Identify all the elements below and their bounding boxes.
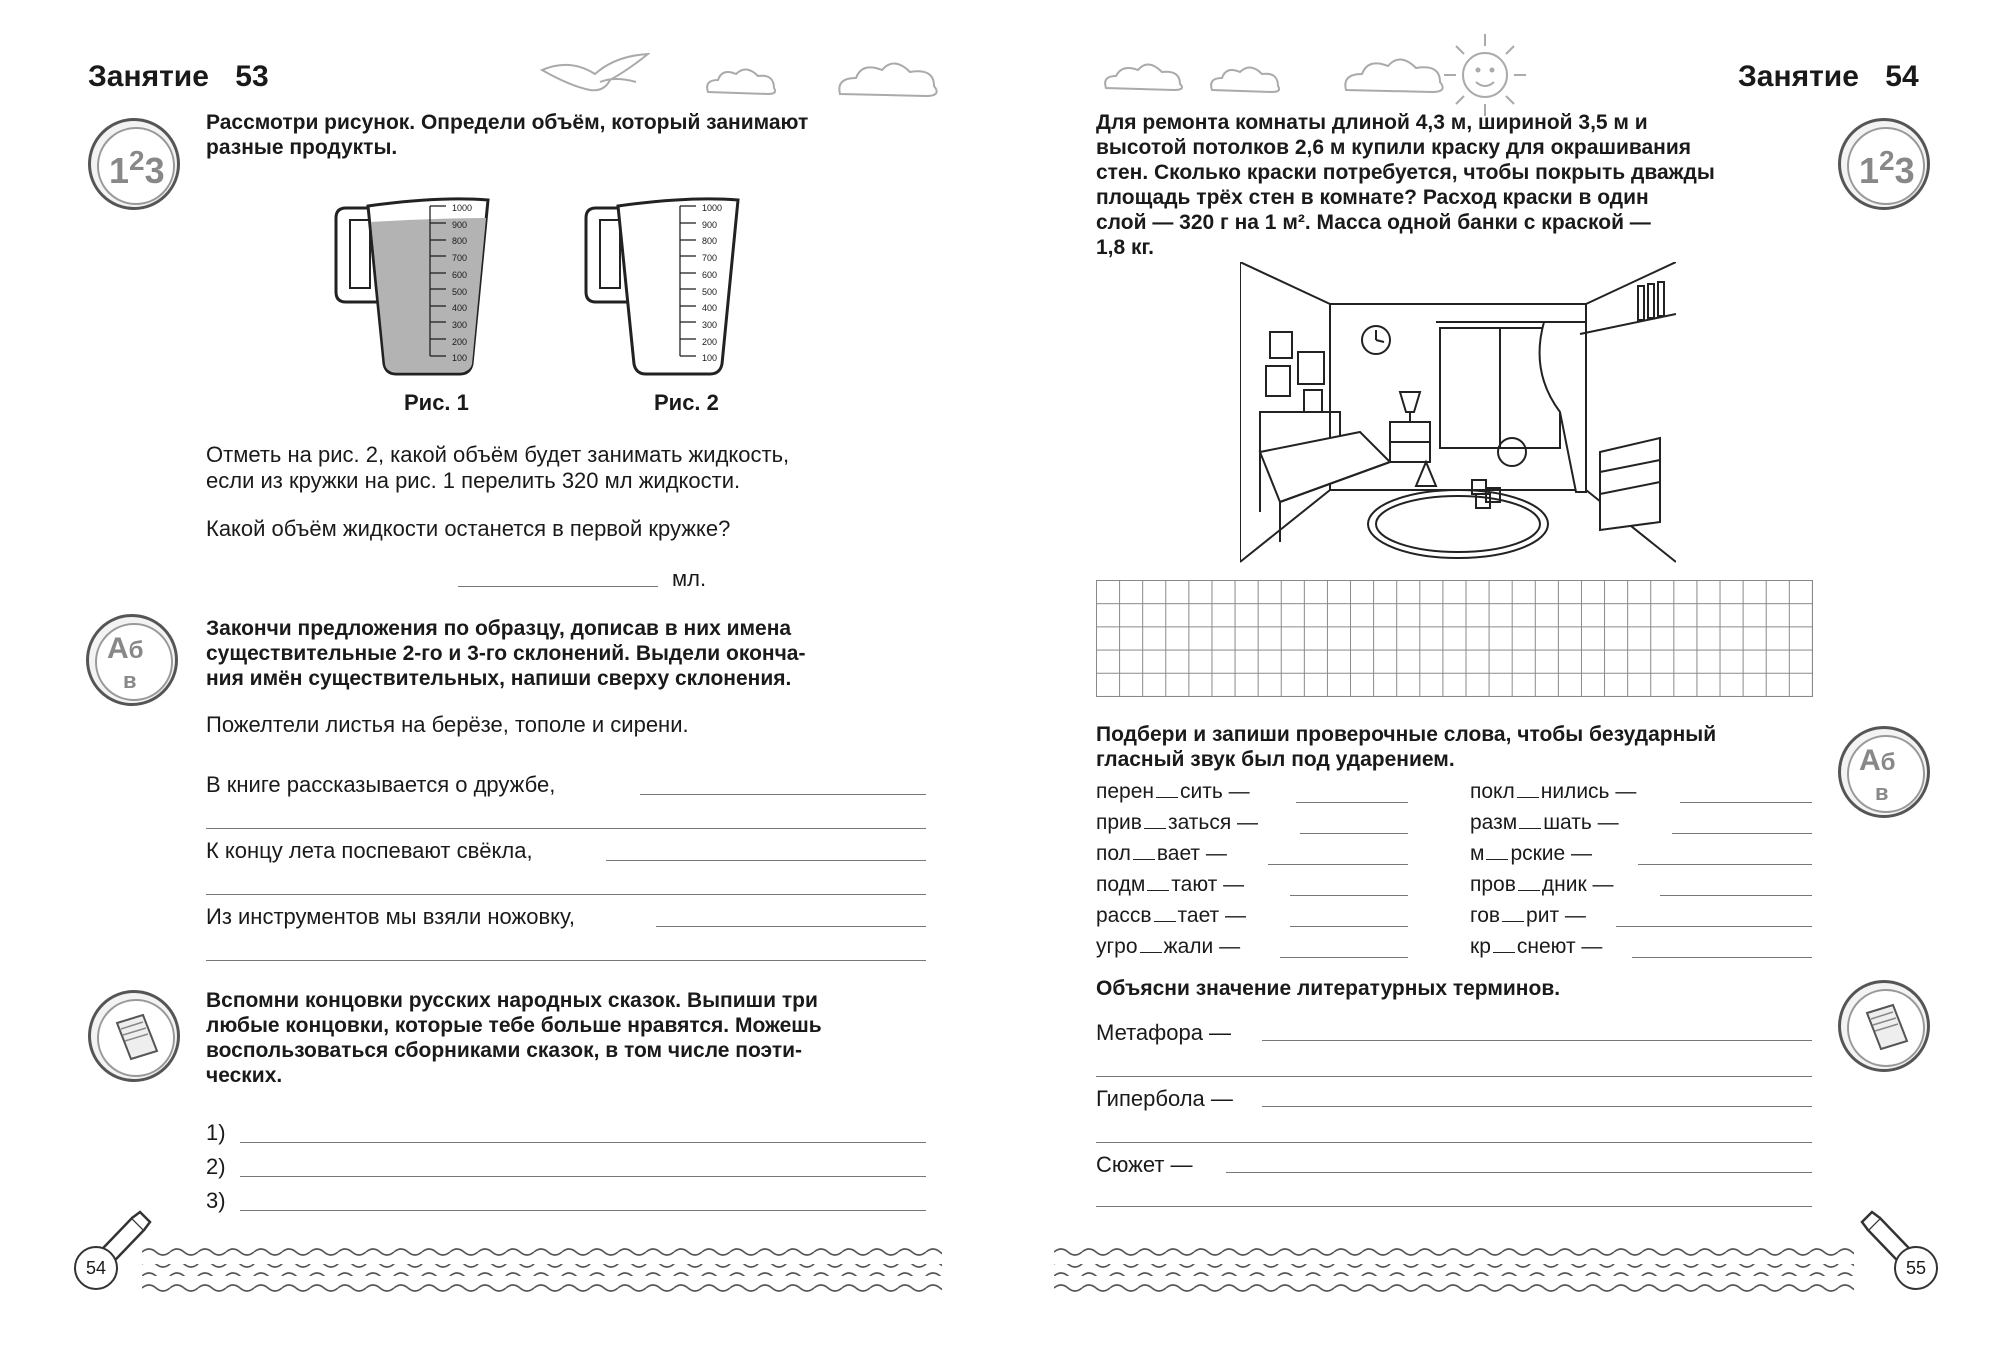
word-item [1470,873,1614,897]
term-hyperbole: Гипербола — [1096,1086,1233,1111]
list-marker: 3) [206,1188,226,1213]
scale-label: 900 [452,219,468,230]
numbers-123-icon: $1^23$ [1838,118,1930,210]
title-line: воспользоваться сборниками сказок, в том числе поэти- [206,1039,803,1062]
word-part: рит — [1526,904,1586,927]
task1-question1 [206,442,936,494]
answer-line[interactable] [1290,926,1408,927]
title-line: площадь трёх стен в комнате? Расход краски в один [1096,186,1649,209]
word-item [1470,842,1592,866]
blank-letter[interactable] [1518,890,1540,891]
answer-line[interactable] [1300,833,1408,834]
room-illustration [1240,262,1676,566]
scale-label: 500 [452,286,468,297]
title-line: Рассмотри рисунок. Определи объём, который занимают [206,111,809,134]
blank-letter[interactable] [1154,921,1176,922]
unit-label: мл. [672,566,707,591]
word-part: сить — [1180,780,1250,803]
sentence-1: В книге рассказывается о дружбе, [206,772,556,797]
term-plot: Сюжет — [1096,1152,1193,1177]
cloud-icon [834,56,946,100]
scale-label: 800 [452,236,468,247]
measuring-cup-2 [580,188,750,380]
blank-letter[interactable] [1493,952,1515,953]
letters-abv-icon: Аб в [86,614,178,706]
answer-line[interactable] [1680,802,1812,803]
scale-label: 1000 [702,203,723,213]
blank-letter[interactable] [1144,828,1166,829]
answer-line[interactable] [206,894,926,895]
scale-label: 300 [702,319,718,330]
task2-title [206,616,928,691]
blank-letter[interactable] [1486,859,1508,860]
list-marker: 1) [206,1120,226,1145]
title-line: Вспомни концовки русских народных сказок. Выпиши три [206,989,818,1012]
blank-letter[interactable] [1502,921,1524,922]
title-line: высотой потолков 2,6 м купили краску для окрашивания [1096,136,1692,159]
scale-label: 200 [702,336,718,347]
word-part: м [1470,842,1485,865]
title-line: разные продукты. [206,136,398,159]
scale-label: 300 [452,319,468,330]
scale-label: 700 [702,253,718,264]
task1-question2: Какой объём жидкости останется в первой кружке? [206,516,731,541]
word-part: жали — [1163,935,1241,958]
title-line: любые концовки, которые тебе больше нравятся. Можешь [206,1014,822,1037]
lesson-label: Занятие [88,60,209,93]
term-metaphor: Метафора — [1096,1020,1232,1045]
word-item [1096,873,1244,897]
answer-line[interactable] [1226,1172,1812,1173]
word-part: шать — [1543,811,1619,834]
cloud-icon [1340,52,1452,96]
scale-label: 700 [452,253,468,264]
word-part: вает — [1156,842,1227,865]
sun-icon [1440,30,1530,120]
page-number-circle [74,1246,118,1290]
answer-line[interactable] [1616,926,1812,927]
page-number: 54 [85,1258,107,1278]
task-check-words-title [1096,722,1812,772]
word-part: тает — [1177,904,1247,927]
answer-line[interactable] [1632,957,1812,958]
word-item [1470,935,1602,959]
title-line: Для ремонта комнаты длиной 4,3 м, шириной 3,5 м и [1096,111,1648,134]
word-part: пров [1470,873,1516,896]
title-line: слой — 320 г на 1 м². Масса одной банки с краской — [1096,211,1651,234]
word-part: дник — [1541,873,1614,896]
page-number: 55 [1905,1258,1927,1278]
answer-line[interactable] [1096,1076,1812,1077]
figure-2-caption: Рис. 2 [654,390,719,415]
answer-line[interactable] [1280,957,1408,958]
title-line: Подбери и запиши проверочные слова, чтобы безударный [1096,723,1717,746]
task3-title [206,988,928,1088]
word-part: угро [1096,935,1138,958]
answer-line[interactable] [1660,895,1812,896]
answer-line[interactable] [240,1142,926,1143]
scale-label: 100 [452,353,468,364]
answer-line[interactable] [1296,802,1408,803]
word-part: прив [1096,811,1142,834]
answer-line[interactable] [1672,833,1812,834]
question-line: если из кружки на рис. 1 перелить 320 мл жидкости. [206,468,741,493]
list-marker: 2) [206,1154,226,1179]
scale-labels-2 [702,200,722,367]
word-part: тают — [1171,873,1245,896]
title-line: ния имён существительных, напиши сверху склонения. [206,667,792,690]
answer-line[interactable] [206,828,926,829]
word-item [1470,780,1636,804]
scale-label: 400 [702,303,718,314]
word-item [1096,904,1246,928]
task-terms-title: Объясни значение литературных терминов. [1096,977,1561,1000]
book-icon [88,990,180,1082]
word-part: кр [1470,935,1491,958]
blank-letter[interactable] [1519,828,1541,829]
lesson-53-header [88,60,269,94]
bird-icon [540,52,650,102]
lesson-label: Занятие [1738,60,1859,93]
answer-line[interactable] [1638,864,1812,865]
cloud-icon [702,64,782,98]
title-line: ческих. [206,1064,283,1087]
answer-line[interactable] [1262,1106,1812,1107]
answer-grid[interactable] [1096,580,1813,697]
scale-label: 200 [452,336,468,347]
word-part: гов [1470,904,1501,927]
scale-label: 500 [702,286,718,297]
book-drawing [1849,991,1923,1065]
scale-label: 800 [702,236,718,247]
scale-label: 600 [702,269,718,280]
answer-line[interactable] [1096,1142,1812,1143]
cloud-icon [1100,58,1190,94]
task1-title [206,110,928,160]
word-part: подм [1096,873,1146,896]
scale-labels-1 [452,200,472,367]
task-paint-title [1096,110,1812,260]
blank-letter[interactable] [1156,797,1178,798]
cloud-icon [1206,62,1286,96]
title-line: 1,8 кг. [1096,236,1155,259]
word-item [1096,811,1258,835]
lesson-54-header [1738,60,1919,94]
word-part: заться — [1167,811,1259,834]
word-item [1096,935,1240,959]
scale-label: 400 [452,303,468,314]
title-line: Закончи предложения по образцу, дописав в них имена [206,617,792,640]
numbers-123-icon: $1^23$ [88,118,180,210]
word-part: разм [1470,811,1518,834]
blank-letter[interactable] [1140,952,1162,953]
word-part: рассв [1096,904,1152,927]
blank-letter[interactable] [1133,859,1155,860]
answer-line[interactable] [656,926,926,927]
lesson-number: 54 [1885,60,1919,93]
wave-decoration [1054,1246,1854,1296]
word-item [1470,904,1586,928]
answer-line[interactable] [1268,864,1408,865]
word-part: рские — [1510,842,1593,865]
wave-decoration [142,1246,942,1296]
answer-line[interactable] [1290,895,1408,896]
blank-letter[interactable] [1517,797,1539,798]
answer-line[interactable] [206,960,926,961]
word-item [1096,842,1227,866]
answer-line[interactable] [640,794,926,795]
word-part: снеют — [1516,935,1603,958]
word-part: пол [1096,842,1131,865]
title-line: гласный звук был под ударением. [1096,748,1455,771]
word-part: перен [1096,780,1155,803]
book-icon [1838,980,1930,1072]
scale-label: 1000 [452,203,473,213]
figure-1-caption: Рис. 1 [404,390,469,415]
sentence-3: Из инструментов мы взяли ножовку, [206,904,575,929]
answer-line[interactable] [1096,1206,1812,1207]
answer-line[interactable] [1262,1040,1812,1041]
scale-label: 100 [702,353,718,364]
scale-label: 900 [702,219,718,230]
letters-abv-icon: Аб в [1838,726,1930,818]
word-part: покл [1470,780,1515,803]
word-item [1096,780,1250,804]
task2-example: Пожелтели листья на берёзе, тополе и сирени. [206,712,689,737]
scale-label: 600 [452,269,468,280]
title-line: существительные 2-го и 3-го склонений. Выдели оконча- [206,642,806,665]
word-item [1470,811,1619,835]
answer-line[interactable] [240,1176,926,1177]
page-number-circle [1894,1246,1938,1290]
answer-line[interactable] [240,1210,926,1211]
measuring-cup-1 [330,188,500,380]
sentence-2: К концу лета поспевают свёкла, [206,838,533,863]
title-line: стен. Сколько краски потребуется, чтобы покрыть дважды [1096,161,1715,184]
book-drawing [99,1001,173,1075]
answer-line[interactable] [606,860,926,861]
question-line: Отметь на рис. 2, какой объём будет занимать жидкость, [206,442,790,467]
lesson-number: 53 [235,60,269,93]
word-part: нились — [1540,780,1637,803]
blank-letter[interactable] [1147,890,1169,891]
answer-line[interactable] [458,586,658,587]
